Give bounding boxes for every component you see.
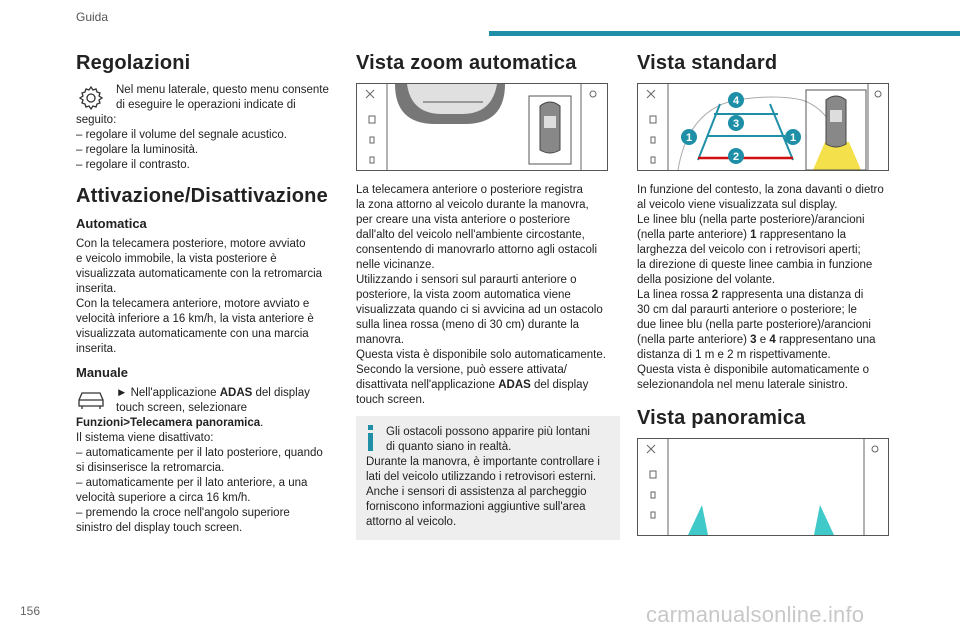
column-1 [76, 52, 344, 544]
zoom-line: disattivata nell'applicazione [356, 379, 499, 391]
zoom-line: Questa vista è disponibile solo automaticamente. [356, 349, 606, 361]
zoom-line: Utilizzando i sensori sul paraurti anteriore o [356, 274, 577, 286]
standard-line: larghezza del veicolo con i retrovisori aperti; [637, 244, 861, 256]
standard-line: e [756, 334, 770, 346]
zoom-line: nelle vicinanze. [356, 259, 435, 271]
ref-number: 3 [750, 334, 757, 346]
line-label-1-right: 1 [789, 132, 797, 144]
manuale-heading: Manuale [76, 365, 129, 380]
car-icon [76, 386, 112, 416]
automatica-line: velocità inferiore a 16 km/h, la vista anteriore è [76, 313, 314, 325]
standard-line: distanza di 1 m e 2 m rispettivamente. [637, 349, 831, 361]
vista-zoom-heading: Vista zoom automatica [356, 52, 577, 74]
manuale-line: velocità superiore a circa 16 km/h. [76, 492, 251, 504]
standard-line: la direzione di queste linee cambia in funzione [637, 259, 873, 271]
zoom-line: Secondo la versione, può essere attivata/ [356, 364, 567, 376]
adas-app-name: ADAS [219, 387, 253, 399]
attivazione-heading: Attivazione/Disattivazione [76, 185, 328, 207]
manuale-line: Il sistema viene disattivato: [76, 432, 214, 444]
column-3 [637, 52, 889, 548]
standard-line: due linee blu (nella parte posteriore)/arancioni [637, 319, 871, 331]
zoom-line: del display [530, 379, 589, 391]
regolazioni-item: – regolare la luminosità. [76, 144, 199, 156]
manuale-step-text: touch screen, selezionare [116, 402, 248, 414]
column-2 [356, 52, 620, 540]
automatica-line: inserita. [76, 343, 117, 355]
info-note [356, 416, 620, 540]
note-line: forniscono informazioni aggiuntive sull'area [366, 501, 586, 513]
zoom-line: posteriore, la vista zoom automatica viene [356, 289, 571, 301]
note-line: Durante la manovra, è importante controllare i [366, 456, 600, 468]
zoom-line: manovra. [356, 334, 404, 346]
manuale-line: si disinserisce la retromarcia. [76, 462, 225, 474]
page-number: 156 [20, 604, 41, 618]
automatica-line: visualizzata automaticamente con la retromarcia [76, 268, 323, 280]
note-line: di quanto siano in realtà. [386, 441, 512, 453]
adas-app-name: ADAS [498, 379, 531, 391]
line-label-4: 4 [732, 95, 740, 107]
standard-line: Questa vista è disponibile automaticamente o [637, 364, 870, 376]
zoom-line: consentendo di manovrarlo attorno agli ostacoli [356, 244, 598, 256]
note-line: attorno al veicolo. [366, 516, 457, 528]
standard-line: 30 cm dal paraurti anteriore o posteriore; le [637, 304, 857, 316]
regolazioni-intro-line: di eseguire le operazioni indicate di [116, 99, 296, 111]
standard-line: (nella parte anteriore) [637, 334, 751, 346]
info-icon [366, 425, 380, 455]
vista-panoramica-heading: Vista panoramica [637, 407, 806, 429]
line-label-2: 2 [732, 151, 740, 163]
automatica-line: Con la telecamera anteriore, motore avviato e [76, 298, 310, 310]
regolazioni-heading: Regolazioni [76, 52, 191, 74]
vista-standard-heading: Vista standard [637, 52, 778, 74]
watermark: carmanualsonline.info [646, 602, 865, 627]
automatica-line: visualizzata automaticamente con una marcia [76, 328, 309, 340]
manuale-step-text: ► Nell'applicazione [116, 387, 220, 399]
automatica-line: e veicolo immobile, la vista posteriore è [76, 253, 277, 265]
ref-number: 1 [750, 229, 757, 241]
zoom-line: dall'alto del veicolo nell'ambiente circostante, [356, 229, 585, 241]
standard-line: selezionandola nel menu laterale sinistro. [637, 379, 848, 391]
ref-number: 4 [769, 334, 776, 346]
standard-view-illustration [637, 83, 889, 171]
zoom-line: la zona attorno al veicolo durante la manovra, [356, 199, 589, 211]
gear-icon [76, 83, 112, 113]
standard-line: (nella parte anteriore) [637, 229, 751, 241]
zoom-line: touch screen. [356, 394, 426, 406]
standard-line: In funzione del contesto, la zona davanti o dietro [637, 184, 884, 196]
header-accent-bar [489, 31, 960, 36]
automatica-line: Con la telecamera posteriore, motore avviato [76, 238, 306, 250]
zoom-line: visualizzata quando ci si avvicina ad un ostacolo [356, 304, 603, 316]
standard-line: Le linee blu (nella parte posteriore)/arancioni [637, 214, 865, 226]
punctuation: . [260, 417, 264, 429]
menu-path: Funzioni>Telecamera panoramica [76, 417, 261, 429]
regolazioni-item: – regolare il volume del segnale acustico. [76, 129, 287, 141]
regolazioni-intro-line: seguito: [76, 114, 117, 126]
automatica-line: inserita. [76, 283, 117, 295]
manuale-line: – premendo la croce nell'angolo superiore [76, 507, 290, 519]
manuale-line: – automaticamente per il lato anteriore, a una [76, 477, 308, 489]
standard-line: rappresentano una [775, 334, 876, 346]
ref-number: 2 [711, 289, 719, 301]
automatica-heading: Automatica [76, 216, 147, 231]
note-line: lati del veicolo utilizzando i retrovisori esterni. [366, 471, 597, 483]
zoom-line: La telecamera anteriore o posteriore registra [356, 184, 583, 196]
note-line: Anche i sensori di assistenza al parcheggio [366, 486, 587, 498]
regolazioni-intro-line: Nel menu laterale, questo menu consente [116, 84, 329, 96]
regolazioni-item: – regolare il contrasto. [76, 159, 190, 171]
panoramic-view-illustration [637, 438, 889, 536]
zoom-view-illustration [356, 83, 608, 171]
manuale-line: – automaticamente per il lato posteriore, quando [76, 447, 323, 459]
line-label-1-left: 1 [685, 132, 693, 144]
zoom-line: per creare una vista anteriore o posteriore [356, 214, 571, 226]
zoom-line: sulla linea rossa (meno di 30 cm) durante la [356, 319, 580, 331]
manuale-step-text: del display [252, 387, 310, 399]
standard-line: La linea rossa [637, 289, 712, 301]
standard-line: della posizione del volante. [637, 274, 776, 286]
header-section-title: Guida [76, 10, 109, 24]
standard-line: al veicolo viene visualizzata sul display. [637, 199, 838, 211]
note-line: Gli ostacoli possono apparire più lontani [386, 426, 590, 438]
manuale-line: sinistro del display touch screen. [76, 522, 243, 534]
line-label-3: 3 [732, 118, 740, 130]
standard-line: rappresenta una distanza di [718, 289, 864, 301]
standard-line: rappresentano la [756, 229, 847, 241]
